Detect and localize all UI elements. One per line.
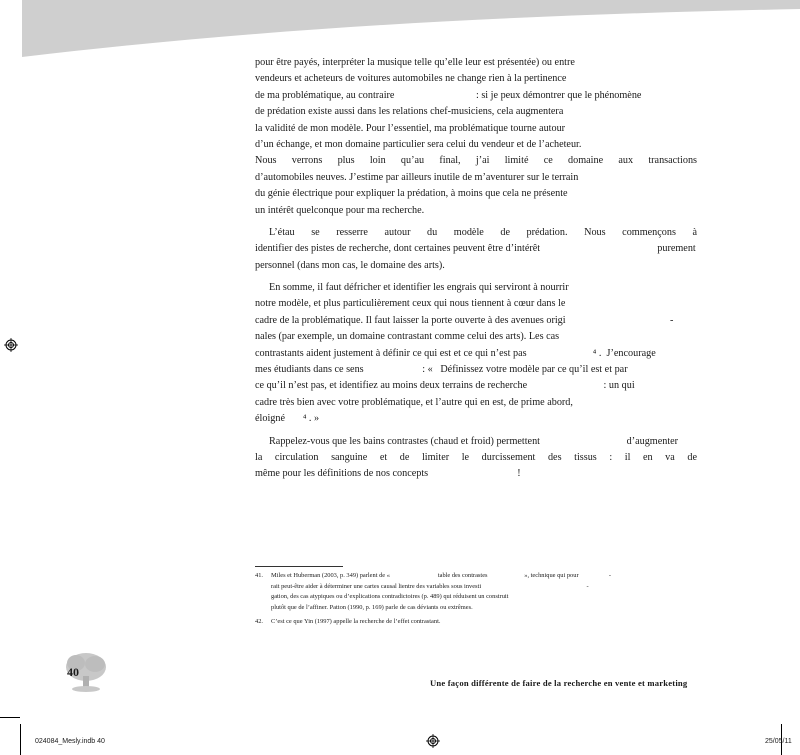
footnote-body <box>271 571 697 613</box>
text-line: d’automobiles neuves. J’estime par ailleurs inutile de m’aventurer sur le terrain <box>255 171 579 183</box>
footnote-line: C’est ce que Yin (1997) appelle la recherche de l’effet contrastant. <box>271 618 441 626</box>
body-text <box>255 55 697 483</box>
text-line: identifier des pistes de recherche, dont certaines peuvent être d’intérêt purement <box>255 243 696 255</box>
text-line: vendeurs et acheteurs de voitures automobiles ne change rien à la pertinence <box>255 73 567 85</box>
text-line: d’un échange, et mon domaine particulier sera celui du vendeur et de l’acheteur. <box>255 138 582 150</box>
text-line: cadre de la problématique. Il faut laisser la porte ouverte à des avenues origi - <box>255 314 674 326</box>
footnote-line: gation, des cas atypiques ou d’explications contradictoires (p. 489) qui réduisent un construit <box>271 593 509 601</box>
running-footer-title: Une façon différente de faire de la recherche en vente et marketing <box>430 678 688 688</box>
footnote-line: plutôt que de l’affiner. Patton (1990, p. 169) parle de cas déviants ou extrêmes. <box>271 603 473 611</box>
footnotes <box>255 571 697 628</box>
page-number: 40 <box>67 665 79 679</box>
footnote-number: 41. <box>255 572 263 579</box>
text-line: pour être payés, interpréter la musique telle qu’elle leur est présentée) ou entre <box>255 57 575 68</box>
text-line: de prédation existe aussi dans les relations chef-musiciens, cela augmentera <box>255 106 564 118</box>
text-line: L’étau se resserre autour du modèle de prédation. Nous commençons à <box>269 226 697 238</box>
footnote-number: 42. <box>255 618 263 626</box>
footnote-separator <box>255 566 343 567</box>
text-line: contrastants aident justement à définir ce qui est et ce qui n’est pas ⁴ . J’encourage <box>255 347 656 359</box>
text-line: En somme, il faut défricher et identifier les engrais qui serviront à nourrir <box>269 282 569 294</box>
text-line: éloigné ⁴ . » <box>255 413 320 425</box>
text-line: ce qu’il n’est pas, et identifiez au moins deux terrains de recherche : un qui <box>255 380 635 392</box>
footnote-body <box>271 617 697 628</box>
slug-date: 25/05/11 <box>765 738 792 745</box>
paragraph-4 <box>255 434 697 483</box>
text-line: même pour les définitions de nos concepts ! <box>255 468 521 480</box>
text-line: cadre très bien avec votre problématique, et l’autre qui en est, de prime abord, <box>255 396 573 408</box>
text-line: Rappelez-vous que les bains contrastes (chaud et froid) permettent d’augmenter <box>269 435 679 447</box>
text-line: mes étudiants dans ce sens : « Définissez votre modèle par ce qu’il est et par <box>255 364 628 376</box>
footnote-line: Miles et Huberman (2003, p. 349) parlent de « table des contrastes », technique qui pour - <box>271 572 612 579</box>
text-line: la validité de mon modèle. Pour l’essentiel, ma problématique tourne autour <box>255 122 566 134</box>
text-line: nales (par exemple, un domaine contrastant comme celui des arts). Les cas <box>255 331 560 343</box>
footnote-42 <box>255 617 697 628</box>
text-line: un intérêt quelconque pour ma recherche. <box>255 204 425 216</box>
text-line: notre modèle, et plus particulièrement ceux qui nous tiennent à cœur dans le <box>255 298 566 310</box>
paragraph-2 <box>255 225 697 274</box>
footnote-41 <box>255 571 697 613</box>
registration-mark-icon <box>4 338 18 352</box>
page-top-band <box>0 0 800 60</box>
crop-mark <box>0 717 20 718</box>
text-line: du génie électrique pour expliquer la prédation, à moins que cela ne présente <box>255 188 568 200</box>
paragraph-3 <box>255 280 697 428</box>
slug-filename: 024084_Mesly.indb 40 <box>35 738 105 745</box>
text-line: la circulation sanguine et de limiter le durcissement des tissus : il en va de <box>255 451 697 463</box>
text-line: de ma problématique, au contraire : si je peux démontrer que le phénomène <box>255 89 642 101</box>
crop-mark <box>20 724 21 755</box>
registration-mark-icon <box>426 734 440 748</box>
text-line: Nous verrons plus loin qu’au final, j’ai limité ce domaine aux transactions <box>255 155 697 167</box>
text-line: personnel (dans mon cas, le domaine des arts). <box>255 259 445 271</box>
paragraph-1 <box>255 55 697 219</box>
footnote-line: rait peut-être aider à déterminer une cartes causal lientre des variables sous investi - <box>271 582 589 590</box>
